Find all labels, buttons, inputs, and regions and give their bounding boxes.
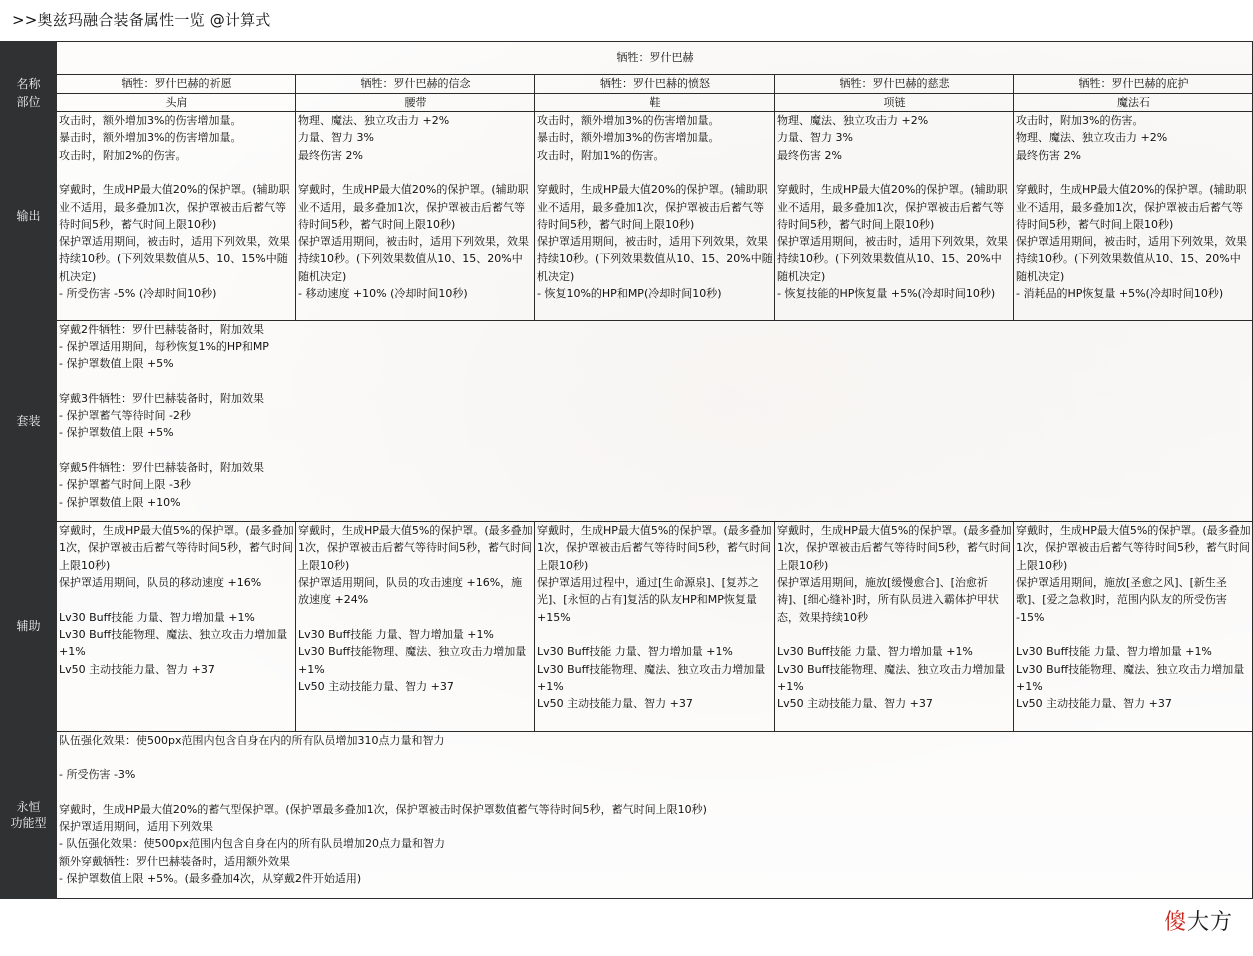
row-label-slot: 部位 xyxy=(1,93,57,111)
attribute-table-area xyxy=(0,41,1252,899)
item-slot: 头肩 xyxy=(57,93,296,111)
corner-cell xyxy=(1,42,57,75)
watermark-part2: 大方 xyxy=(1186,910,1233,935)
row-label-name: 名称 xyxy=(1,75,57,93)
row-label-eternal: 永恒 功能型 xyxy=(1,731,57,898)
item-slot: 鞋 xyxy=(535,93,775,111)
item-support-effects: 穿戴时，生成HP最大值5%的保护罩。(最多叠加1次，保护罩被击后蓄气等待时间5秒，蓄气时间上限10秒) 保护罩适用过程中，通过[生命源泉]、[复苏之光]、[永恒的占有]复活的队友HP和MP恢复量 +15% Lv30 Buff技能 力量、智力增加量 +1% Lv30 Buff技能物理、魔法、独立攻击力增加量 +1% Lv50 主动技能力量、智力 +37 xyxy=(535,522,775,732)
page-title: >>奥兹玛融合装备属性一览 @计算式 xyxy=(12,11,271,29)
item-name: 牺牲：罗什巴赫的慈悲 xyxy=(775,75,1014,93)
item-output-effects: 物理、魔法、独立攻击力 +2% 力量、智力 3% 最终伤害 2% 穿戴时，生成HP最大值20%的保护罩。(辅助职业不适用，最多叠加1次，保护罩被击后蓄气等待时间5秒，蓄气时间上限10秒) 保护罩适用期间，被击时，适用下列效果，效果持续10秒。(下列效果数值从10、15、20%中随机决定) - 移动速度 +10% (冷却时间10秒) xyxy=(296,112,535,321)
site-watermark xyxy=(1164,905,1233,936)
set-effects: 穿戴2件牺牲：罗什巴赫装备时，附加效果 - 保护罩适用期间，每秒恢复1%的HP和MP - 保护罩数值上限 +5% 穿戴3件牺牲：罗什巴赫装备时，附加效果 - 保护罩蓄气等待时间 -2秒 - 保护罩数值上限 +5% 穿戴5件牺牲：罗什巴赫装备时，附加效果 - 保护罩蓄气时间上限 -3秒 - 保护罩数值上限 +10% xyxy=(57,320,1253,522)
equipment-attribute-table xyxy=(0,41,1253,899)
item-support-effects: 穿戴时，生成HP最大值5%的保护罩。(最多叠加1次，保护罩被击后蓄气等待时间5秒，蓄气时间上限10秒) 保护罩适用期间，队员的移动速度 +16% Lv30 Buff技能 力量、智力增加量 +1% Lv30 Buff技能物理、魔法、独立攻击力增加量 +1% Lv50 主动技能力量、智力 +37 xyxy=(57,522,296,732)
item-output-effects: 物理、魔法、独立攻击力 +2% 力量、智力 3% 最终伤害 2% 穿戴时，生成HP最大值20%的保护罩。(辅助职业不适用，最多叠加1次，保护罩被击后蓄气等待时间5秒，蓄气时间上限10秒) 保护罩适用期间，被击时，适用下列效果，效果持续10秒。(下列效果数值从10、15、20%中随机决定) - 恢复技能的HP恢复量 +5%(冷却时间10秒) xyxy=(775,112,1014,321)
row-label-set: 套装 xyxy=(1,320,57,522)
row-label-support: 辅助 xyxy=(1,522,57,732)
watermark-part1: 傻 xyxy=(1163,910,1187,935)
eternal-effects: 队伍强化效果：使500px范围内包含自身在内的所有队员增加310点力量和智力 - 所受伤害 -3% 穿戴时，生成HP最大值20%的蓄气型保护罩。(保护罩最多叠加1次，保护罩被击时保护罩数值蓄气等待时间5秒，蓄气时间上限10秒) 保护罩适用期间，适用下列效果 - 队伍强化效果：使500px范围内包含自身在内的所有队员增加20点力量和智力 额外穿戴牺牲：罗什巴赫装备时，适用额外效果 - 保护罩数值上限 +5%。(最多叠加4次，从穿戴2件开始适用) xyxy=(57,731,1253,898)
item-output-effects: 攻击时，额外增加3%的伤害增加量。 暴击时，额外增加3%的伤害增加量。 攻击时，附加2%的伤害。 穿戴时，生成HP最大值20%的保护罩。(辅助职业不适用，最多叠加1次，保护罩被击后蓄气等待时间5秒，蓄气时间上限10秒) 保护罩适用期间，被击时，适用下列效果，效果持续10秒。(下列效果数值从5、10、15%中随机决定) - 所受伤害 -5% (冷却时间10秒) xyxy=(57,112,296,321)
row-label-output: 输出 xyxy=(1,112,57,321)
item-name: 牺牲：罗什巴赫的祈愿 xyxy=(57,75,296,93)
item-name: 牺牲：罗什巴赫的庇护 xyxy=(1014,75,1253,93)
item-support-effects: 穿戴时，生成HP最大值5%的保护罩。(最多叠加1次，保护罩被击后蓄气等待时间5秒，蓄气时间上限10秒) 保护罩适用期间，队员的攻击速度 +16%，施放速度 +24% Lv30 Buff技能 力量、智力增加量 +1% Lv30 Buff技能物理、魔法、独立攻击力增加量 +1% Lv50 主动技能力量、智力 +37 xyxy=(296,522,535,732)
set-name-header: 牺牲：罗什巴赫 xyxy=(57,42,1253,75)
item-support-effects: 穿戴时，生成HP最大值5%的保护罩。(最多叠加1次，保护罩被击后蓄气等待时间5秒，蓄气时间上限10秒) 保护罩适用期间，施放[圣愈之风]、[新生圣歌]、[爱之急救]时，范围内队友的所受伤害 -15% Lv30 Buff技能 力量、智力增加量 +1% Lv30 Buff技能物理、魔法、独立攻击力增加量 +1% Lv50 主动技能力量、智力 +37 xyxy=(1014,522,1253,732)
item-support-effects: 穿戴时，生成HP最大值5%的保护罩。(最多叠加1次，保护罩被击后蓄气等待时间5秒，蓄气时间上限10秒) 保护罩适用期间，施放[缓慢愈合]、[治愈祈祷]、[细心缝补]时，所有队员进入霸体护甲状态，效果持续10秒 Lv30 Buff技能 力量、智力增加量 +1% Lv30 Buff技能物理、魔法、独立攻击力增加量 +1% Lv50 主动技能力量、智力 +37 xyxy=(775,522,1014,732)
item-name: 牺牲：罗什巴赫的愤怒 xyxy=(535,75,775,93)
item-output-effects: 攻击时，额外增加3%的伤害增加量。 暴击时，额外增加3%的伤害增加量。 攻击时，附加1%的伤害。 穿戴时，生成HP最大值20%的保护罩。(辅助职业不适用，最多叠加1次，保护罩被击后蓄气等待时间5秒，蓄气时间上限10秒) 保护罩适用期间，被击时，适用下列效果，效果持续10秒。(下列效果数值从10、15、20%中随机决定) - 恢复10%的HP和MP(冷却时间10秒) xyxy=(535,112,775,321)
item-output-effects: 攻击时，附加3%的伤害。 物理、魔法、独立攻击力 +2% 最终伤害 2% 穿戴时，生成HP最大值20%的保护罩。(辅助职业不适用，最多叠加1次，保护罩被击后蓄气等待时间5秒，蓄气时间上限10秒) 保护罩适用期间，被击时，适用下列效果，效果持续10秒。(下列效果数值从10、15、20%中随机决定) - 消耗品的HP恢复量 +5%(冷却时间10秒) xyxy=(1014,112,1253,321)
item-name: 牺牲：罗什巴赫的信念 xyxy=(296,75,535,93)
item-slot: 腰带 xyxy=(296,93,535,111)
item-slot: 魔法石 xyxy=(1014,93,1253,111)
item-slot: 项链 xyxy=(775,93,1014,111)
